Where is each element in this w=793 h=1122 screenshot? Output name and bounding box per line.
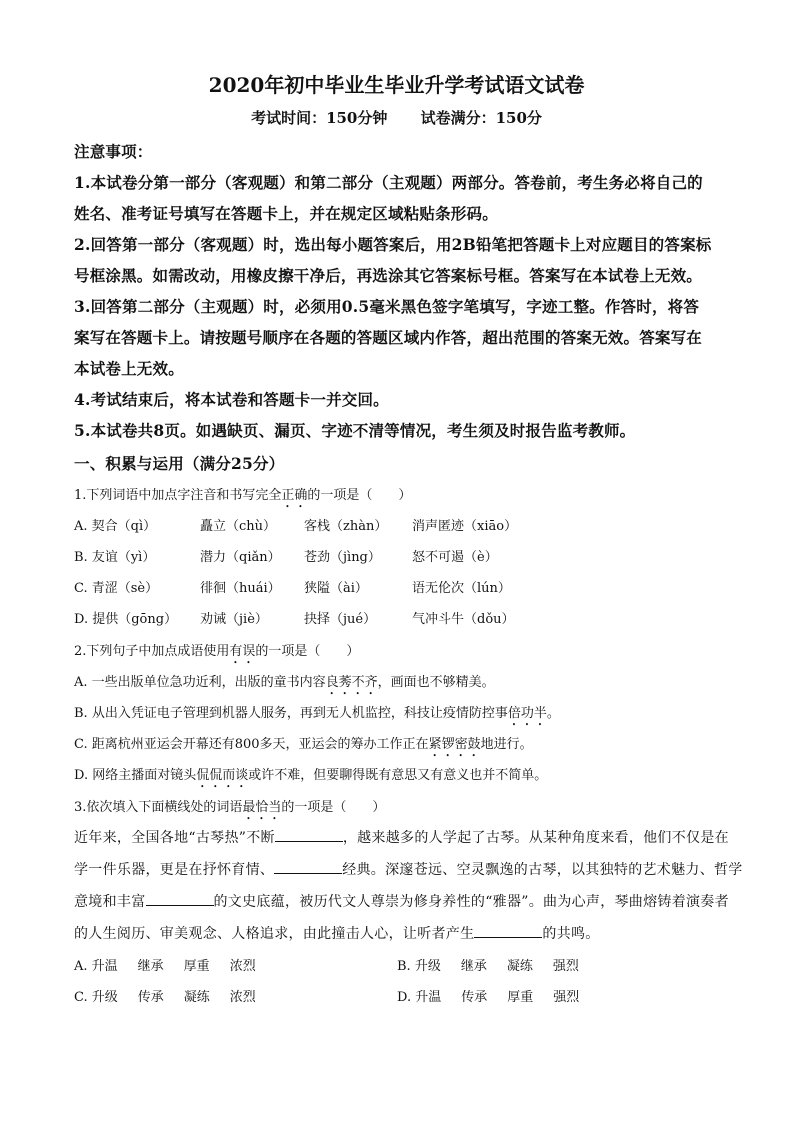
question-2-option: D. 网络主播面对镜头侃侃而谈或许不难，但要聊得既有意思又有意义也并不简单。 <box>74 768 548 783</box>
question-3-passage-line: 近年来，全国各地“古琴热”不断 ，越来越多的人学起了古琴。从某种角度来看，他们不仅是在 <box>74 827 729 847</box>
question-3-passage-line: 意境和丰富 的文史底蕴，被历代文人尊崇为修身养性的“雅器”。曲为心声，琴曲熔铸着演奏者 <box>74 891 729 911</box>
notice-line: 号框涂黑。如需改动，用橡皮擦干净后，再选涂其它答案标号框。答案写在本试卷上无效。 <box>74 266 703 285</box>
fill-blank <box>274 859 342 874</box>
full-score: 试卷满分：150分 <box>420 109 542 127</box>
question-3-option-b: B. 升级 继承 凝练 强烈 <box>397 959 579 974</box>
question-3-passage-line: 学一件乐器，更是在抒怀育情、 经典。深邃苍远、空灵飘逸的古琴，以其独特的艺术魅力、哲学 <box>74 859 743 879</box>
question-1-stem: 1.下列词语中加点字注音和书写完全正确的一项是（ ） <box>74 488 412 503</box>
question-1-option: B. 友谊（yì） 潜力（qiǎn） 苍劲（jìng） 怒不可遏（è） <box>74 550 498 565</box>
exam-time: 考试时间：150分钟 <box>251 109 388 127</box>
notice-line: 2.回答第一部分（客观题）时，选出每小题答案后，用2B铅笔把答题卡上对应题目的答案标 <box>74 235 712 254</box>
notice-line: 本试卷上无效。 <box>74 359 184 378</box>
exam-info <box>0 108 793 128</box>
question-2-option: A. 一些出版单位急功近利，出版的童书内容良莠不齐，画面也不够精美。 <box>74 675 495 690</box>
question-3-stem: 3.依次填入下面横线处的词语最恰当的一项是（ ） <box>74 800 386 815</box>
fill-blank <box>275 827 343 842</box>
question-1-option: C. 青涩（sè） 徘徊（huái） 狭隘（ài） 语无伦次（lún） <box>74 581 511 596</box>
question-3-option-c: C. 升级 传承 凝练 浓烈 <box>74 990 256 1005</box>
notice-line: 5.本试卷共8页。如遇缺页、漏页、字迹不清等情况，考生须及时报告监考教师。 <box>74 421 636 440</box>
notice-heading: 注意事项： <box>74 142 153 161</box>
question-2-stem: 2.下列句子中加点成语使用有误的一项是（ ） <box>74 644 360 659</box>
question-3-passage-line: 的人生阅历、审美观念、人格追求，由此撞击人心，让听者产生 的共鸣。 <box>74 923 600 943</box>
question-2-option: C. 距离杭州亚运会开幕还有800多天，亚运会的筹办工作正在紧锣密鼓地进行。 <box>74 737 533 752</box>
page-title: 2020年初中毕业生毕业升学考试语文试卷 <box>208 73 585 97</box>
question-3-option-d: D. 升温 传承 厚重 强烈 <box>397 990 580 1005</box>
notice-line: 姓名、准考证号填写在答题卡上，并在规定区域粘贴条形码。 <box>74 204 498 223</box>
question-2-option: B. 从出入凭证电子管理到机器人服务，再到无人机监控，科技让疫情防控事倍功半。 <box>74 706 560 721</box>
section-heading: 一、积累与运用（满分25分） <box>74 454 285 473</box>
fill-blank <box>474 923 542 938</box>
fill-blank <box>146 891 214 906</box>
question-1-option: D. 提供（gōng） 劝诫（jiè） 抉择（jué） 气冲斗牛（dǒu） <box>74 612 515 627</box>
question-1-option: A. 契合（qì） 矗立（chù） 客栈（zhàn） 消声匿迹（xiāo） <box>74 519 518 534</box>
question-3-option-a: A. 升温 继承 厚重 浓烈 <box>74 959 256 974</box>
notice-line: 3.回答第二部分（主观题）时，必须用0.5毫米黑色签字笔填写，字迹工整。作答时，将答 <box>74 297 700 316</box>
notice-line: 4.考试结束后，将本试卷和答题卡一并交回。 <box>74 390 389 409</box>
notice-line: 案写在答题卡上。请按题号顺序在各题的答题区域内作答，超出范围的答案无效。答案写在 <box>74 328 703 347</box>
notice-line: 1.本试卷分第一部分（客观题）和第二部分（主观题）两部分。答卷前，考生务必将自己的 <box>74 173 703 192</box>
